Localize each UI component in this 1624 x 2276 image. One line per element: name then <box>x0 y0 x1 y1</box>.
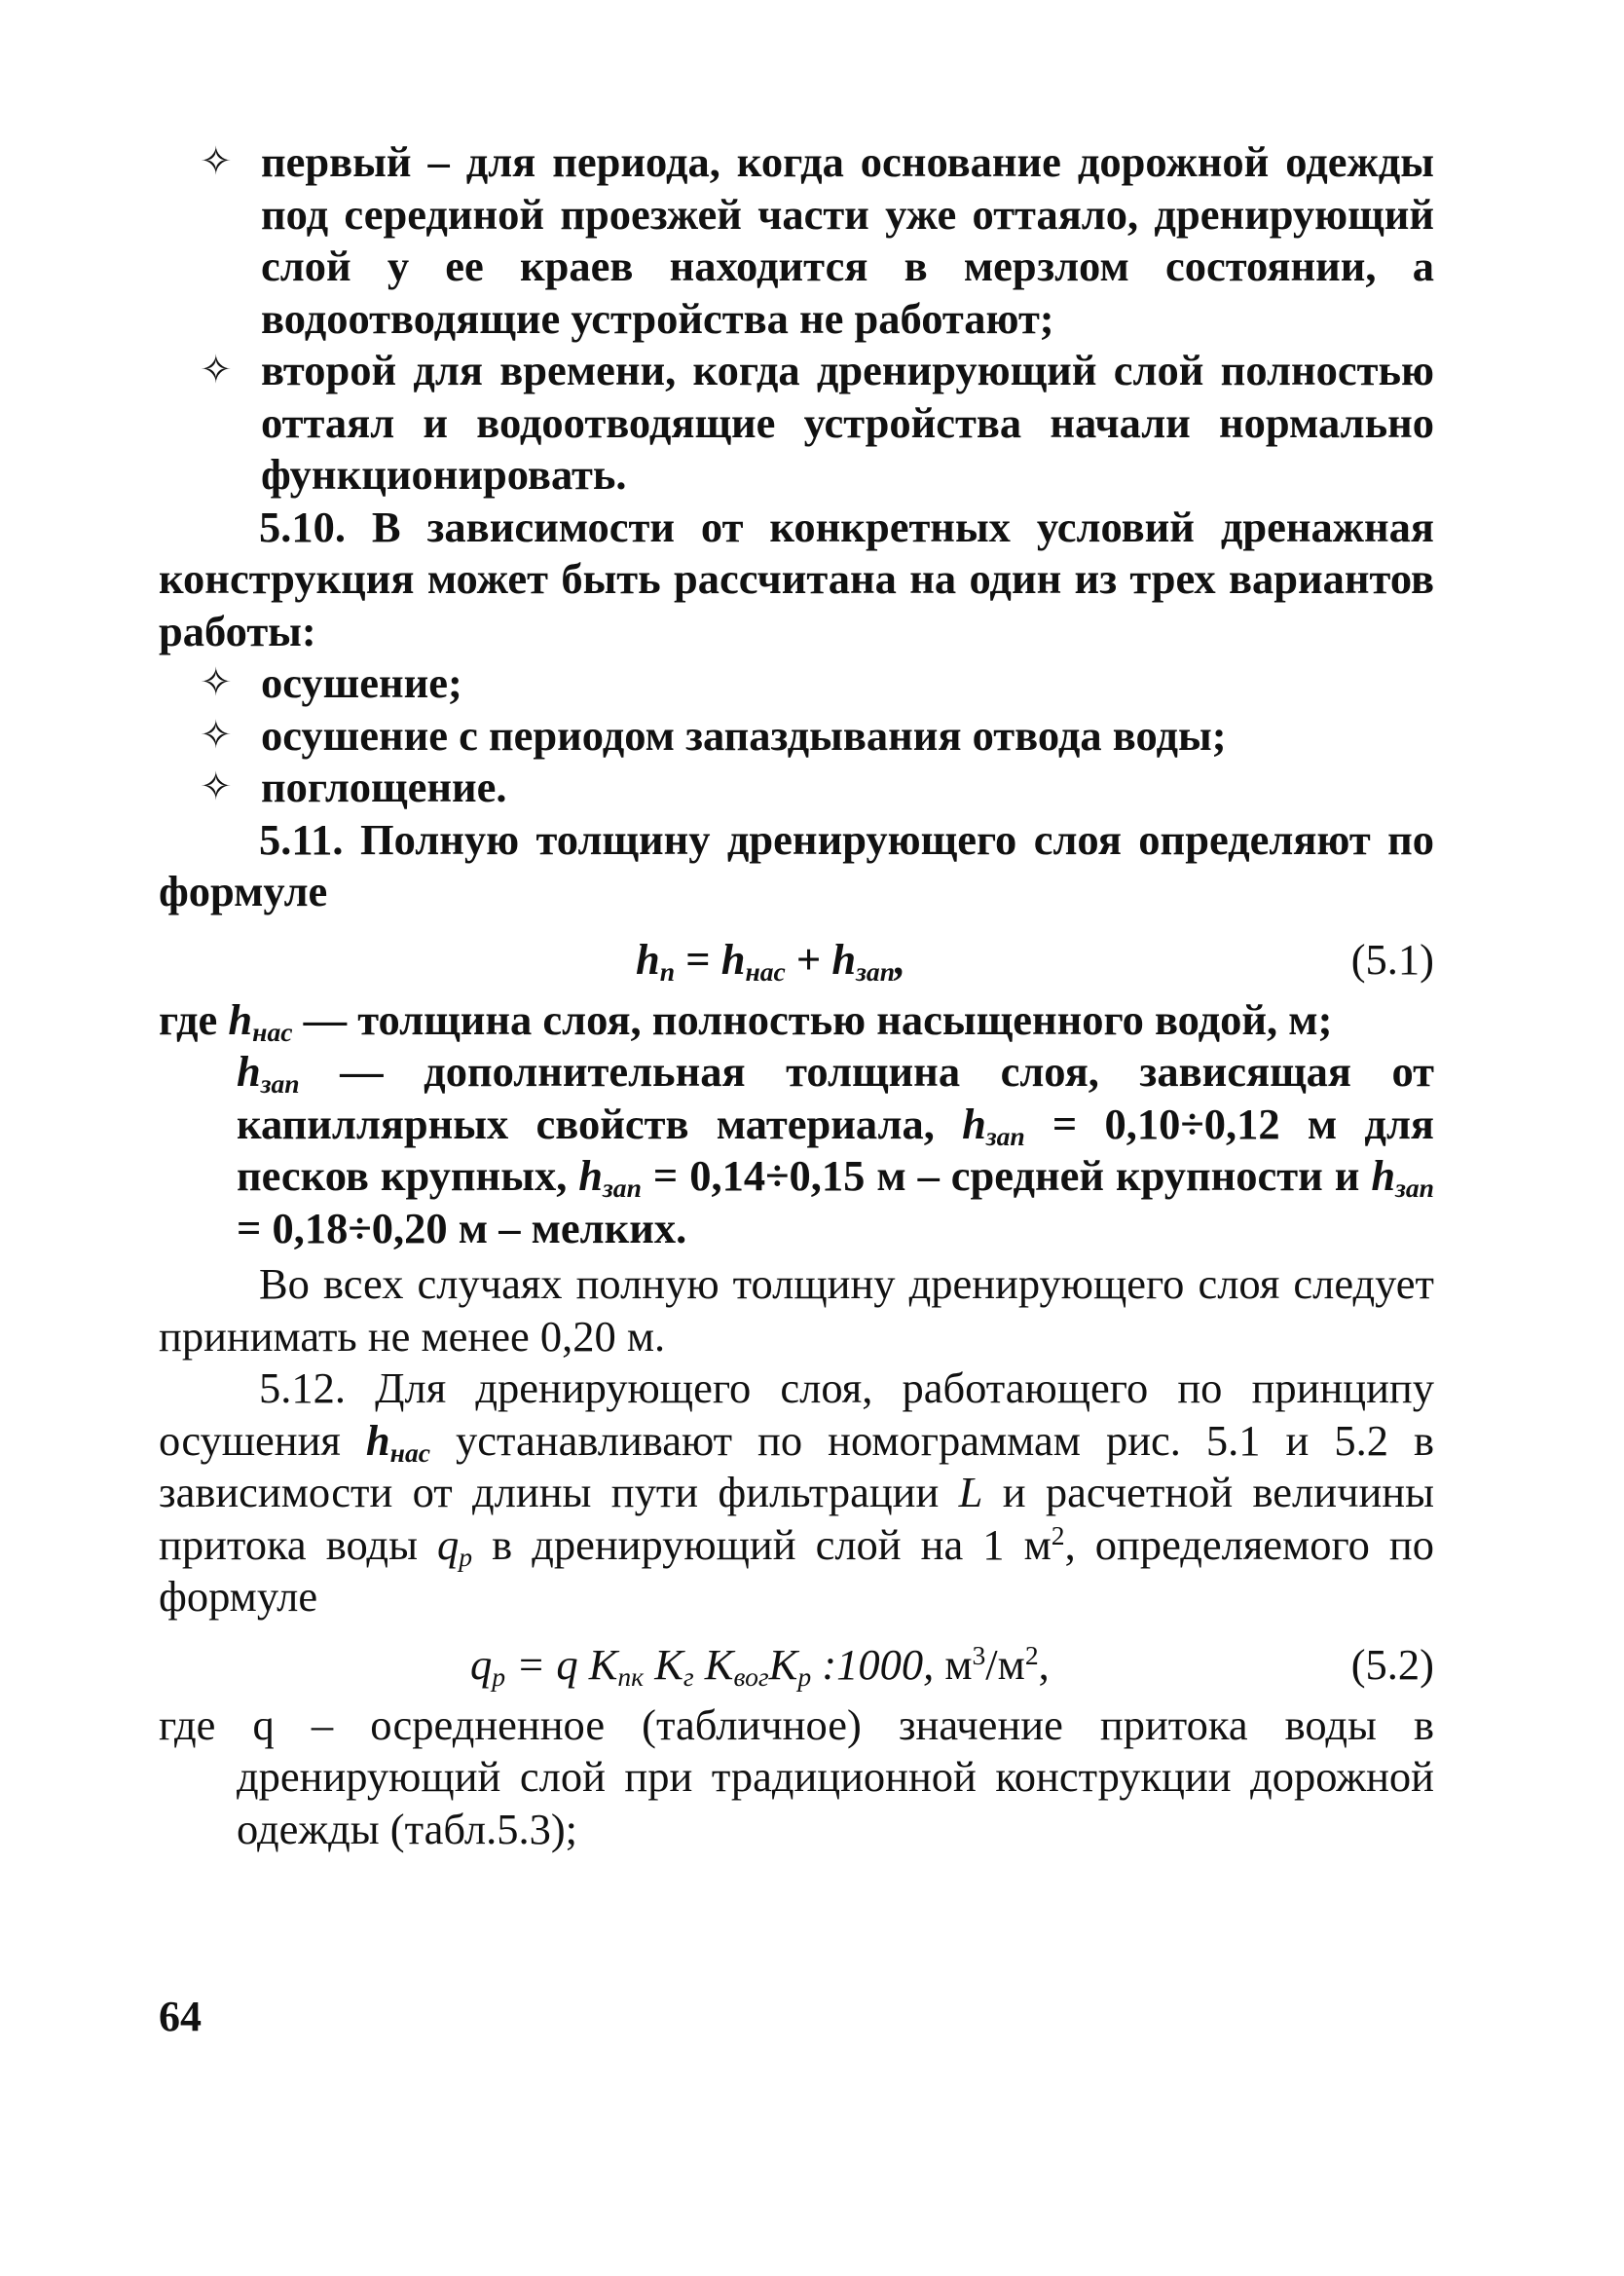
diamond-bullet-icon: ✧ <box>200 660 233 705</box>
definition-q: где q – осредненное (табличное) значение притока воды в дренирующий слой при традиционной конструкции дорожной одежды (табл.5.3); <box>159 1699 1434 1853</box>
diamond-bullet-icon: ✧ <box>200 348 233 392</box>
paragraph-all-cases: Во всех случаях полную толщину дренирующего слоя следует принимать не менее 0,20 м. <box>159 1259 1434 1361</box>
formula-expression: $q_р = q$ $K_{пк}$ $K_г$ $K_{вог}K_р$ :1000, $м^3/м^2$, <box>470 1639 1050 1692</box>
list-item: ✧ первый – для периода, когда основание дорожной одежды под серединой проезжей части уже оттаяло, дренирующий слой у ее краев находится в мерзлом состоянии, а водоотводящие устройства не работают; <box>200 137 1434 343</box>
formula-5-2 <box>159 1631 1434 1699</box>
formula-number: (5.1) <box>1350 934 1434 984</box>
formula-5-1 <box>159 926 1434 994</box>
list-item: ✧ осушение; <box>159 657 1434 710</box>
paragraph-5-12: 5.12. Для дренирующего слоя, работающего по принципу осушения $h_{нас}$ устанавливают по номограммам рис. 5.1 и 5.2 в зависимости от длины пути фильтрации L и расчетной величины притока воды $q_р$ в дренирующий слой на 1 $м^2$, определяемого по формуле <box>159 1363 1434 1621</box>
list-item: ✧ поглощение. <box>159 762 1434 814</box>
list-item: ✧ осушение с периодом запаздывания отвода воды; <box>159 710 1434 763</box>
formula-expression: $h_п = h_{нас} + h_{зап}$, <box>636 934 906 987</box>
page-number: 64 <box>159 1993 202 2040</box>
paragraph-5-10: 5.10. В зависимости от конкретных условий дренажная конструкция может быть рассчитана на один из трех вариантов работы: <box>159 502 1434 655</box>
diamond-bullet-icon: ✧ <box>200 765 233 809</box>
diamond-bullet-icon: ✧ <box>200 712 233 758</box>
body-text <box>159 136 1434 1855</box>
paragraph-5-11: 5.11. Полную толщину дренирующего слоя определяют по формуле <box>159 814 1434 915</box>
list-item: ✧ второй для времени, когда дренирующий слой полностью оттаял и водоотводящие устройства начали нормально функционировать. <box>200 346 1434 499</box>
definition-h-zap: $h_{зап}$ — дополнительная толщина слоя, зависящая от капиллярных свойств материала, $h_{зап} = 0,10\div 0,12$ м для песков крупных, $h_{зап} = 0,14\div 0,15$ м – средней крупности и $h_{зап} = 0,18\div 0,20$ м – мелких. <box>237 1047 1434 1252</box>
diamond-bullet-icon: ✧ <box>200 139 233 184</box>
formula-number: (5.2) <box>1350 1639 1434 1689</box>
definition-h-nas: где $h_{нас}$ — толщина слоя, полностью насыщенного водой, м; <box>159 994 1333 1047</box>
